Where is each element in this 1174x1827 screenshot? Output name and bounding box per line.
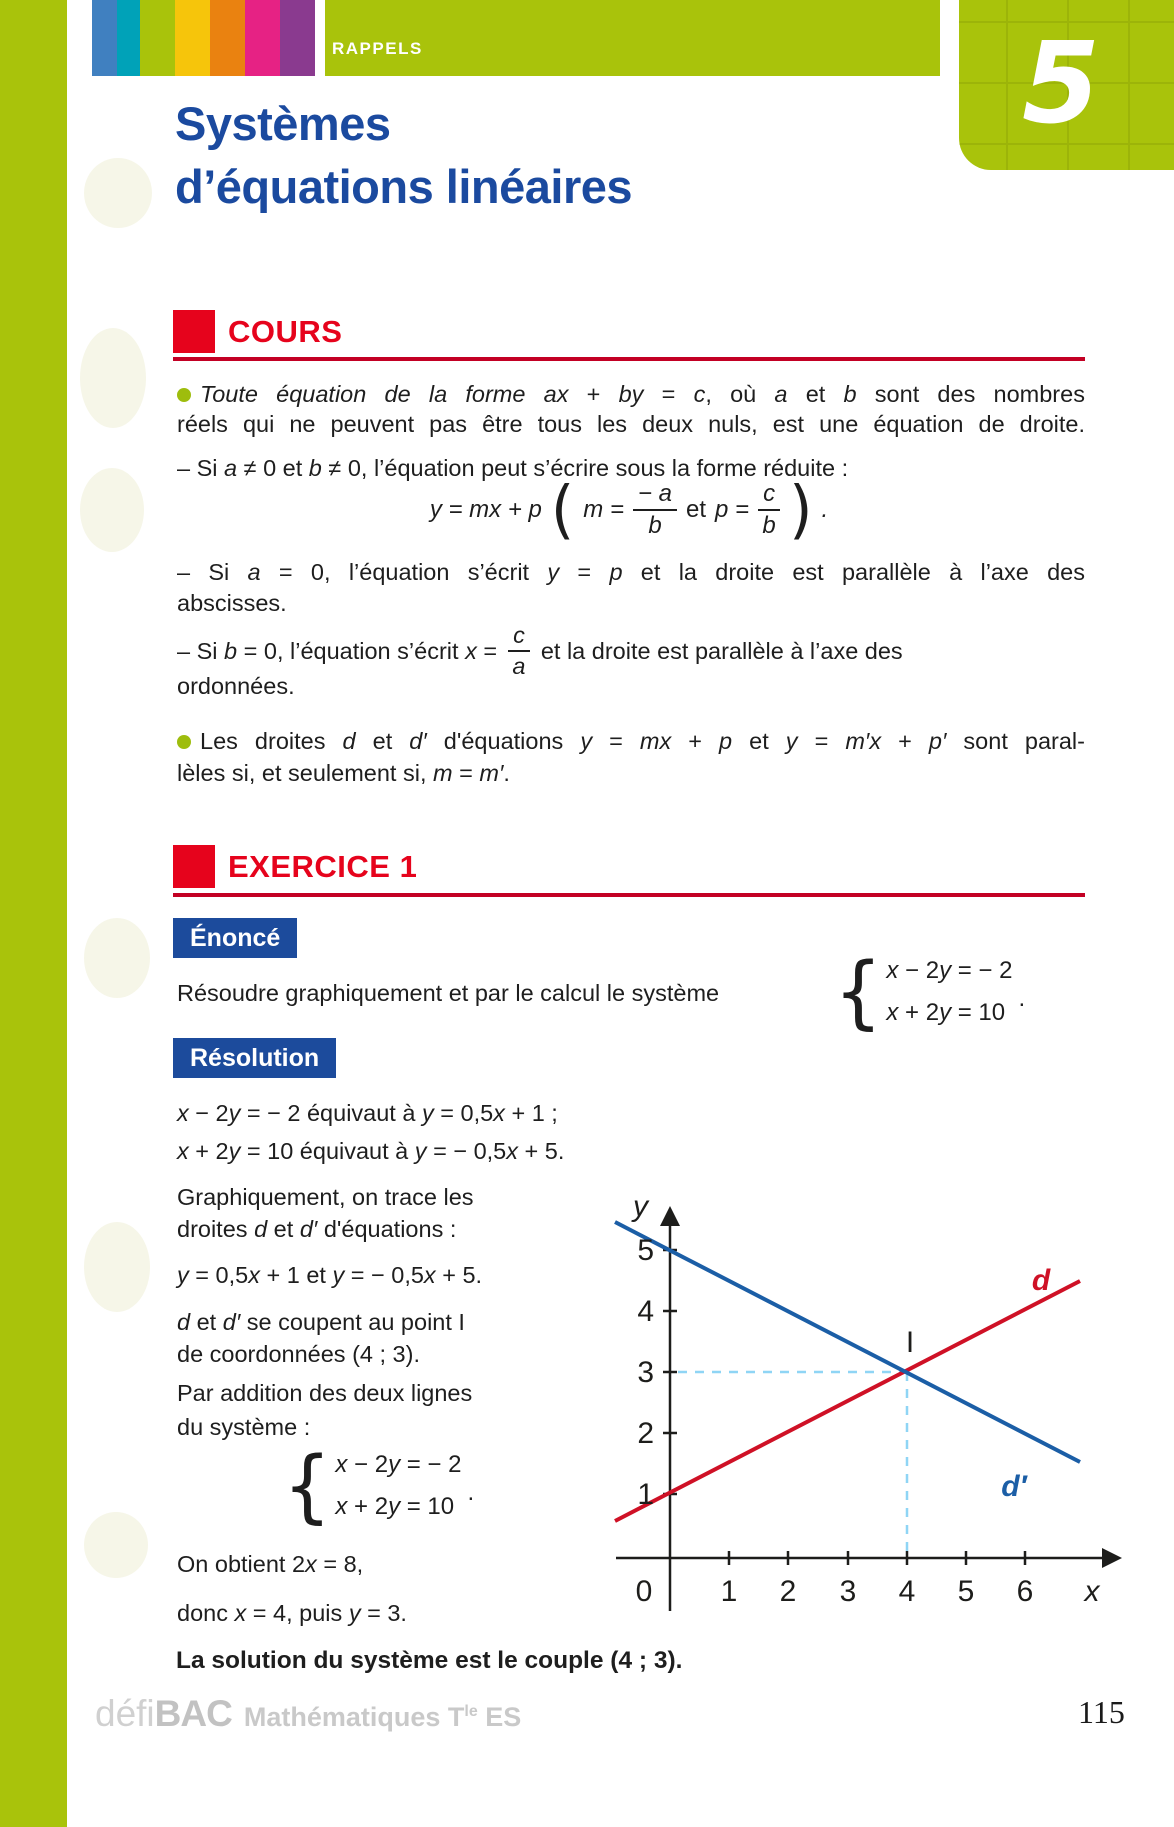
system-equation-2: x + 2y = 10	[886, 999, 1006, 1026]
x-tick-label: 6	[1016, 1575, 1034, 1608]
cours-paragraph-line: – Si a = 0, l’équation s’écrit y = p et la droite est parallèle à l’axe des	[177, 559, 1085, 585]
header-stripe-purple	[280, 0, 315, 76]
system-equation-1: x − 2y = − 2	[335, 1451, 462, 1478]
resolution-line: Par addition des deux lignes	[177, 1380, 473, 1406]
line-d-label: d	[1031, 1264, 1051, 1297]
x-tick-label: 3	[839, 1575, 857, 1608]
watermark-oval	[84, 1512, 148, 1578]
watermark-oval	[84, 918, 150, 998]
dashed-guides	[678, 1372, 907, 1552]
x-tick-label: 5	[957, 1575, 975, 1608]
cours-paragraph-line	[177, 727, 1085, 755]
open-paren: (	[550, 473, 575, 547]
green-bullet-icon	[177, 735, 191, 749]
header-stripe-teal	[117, 0, 140, 76]
page-number: 115	[1078, 1694, 1125, 1730]
watermark-oval	[80, 468, 144, 552]
system-period: .	[1018, 985, 1026, 1012]
enonce-label: Énoncé	[173, 918, 297, 958]
green-bullet-icon	[177, 388, 191, 402]
equation-lhs: y = mx + p	[429, 496, 542, 523]
footer-brand	[95, 1693, 521, 1735]
watermark-oval	[80, 328, 146, 428]
cours-paragraph-line: réels qui ne peuvent pas être tous les deux nuls, est une équation de droite.	[177, 411, 1085, 437]
x-tick-label: 2	[779, 1575, 797, 1608]
axes	[616, 1222, 1104, 1611]
x-axis-arrow	[1102, 1548, 1122, 1568]
cours-paragraph-line	[177, 380, 1085, 408]
close-paren: )	[789, 473, 813, 547]
y-tick-label: 5	[637, 1234, 654, 1267]
resolution-line: y = 0,5x + 1 et y = − 0,5x + 5.	[177, 1262, 483, 1288]
system-equation-1: x − 2y = − 2	[886, 957, 1013, 984]
system-period: .	[467, 1479, 475, 1506]
y-axis-arrow	[660, 1206, 680, 1226]
y-axis-label: y	[633, 1190, 648, 1223]
cours-heading: COURS	[228, 314, 343, 349]
page-title-line1: Systèmes	[175, 97, 391, 150]
equation-m: m =	[583, 496, 624, 523]
exercice-heading-rule	[173, 893, 1085, 897]
conclusion-line: La solution du système est le couple (4 ; 3).	[176, 1647, 683, 1674]
header-stripe-magenta	[245, 0, 280, 76]
resolution-line: droites d et d′ d'équations :	[177, 1216, 457, 1242]
cours-paragraph-line: – Si a ≠ 0 et b ≠ 0, l’équation peut s’écrire sous la forme réduite :	[177, 455, 849, 481]
cours-text: Toute équation de la forme ax + by = c, où a et b sont des nombres	[200, 381, 1085, 407]
resolution-line: d et d′ se coupent au point I	[177, 1309, 465, 1335]
header-stripe-orange	[210, 0, 245, 76]
y-tick-label: 2	[637, 1417, 654, 1450]
x-axis-label: x	[1084, 1575, 1100, 1608]
cours-paragraph-line: lèles si, et seulement si, m = m′.	[177, 760, 510, 786]
equation-period: .	[821, 496, 829, 523]
line-d-prime-label: d′	[1001, 1470, 1027, 1503]
resolution-line: Graphiquement, on trace les	[177, 1184, 474, 1210]
brand-defi: défi	[95, 1693, 155, 1734]
resolution-line: x + 2y = 10 équivaut à y = − 0,5x + 5.	[177, 1138, 565, 1164]
footer-subject: Mathématiques $T^{le}$ ES	[243, 1702, 522, 1732]
fraction-minus-a-over-b: $\frac{- a}{b}$	[633, 480, 677, 540]
cours-text: – Si b = 0, l’équation s’écrit x =	[177, 637, 498, 664]
watermark-oval	[84, 1222, 150, 1312]
cours-paragraph-line: ordonnées.	[177, 673, 295, 699]
intersection-point-label: I	[905, 1326, 915, 1359]
page-title	[175, 92, 632, 218]
reduced-form-equation	[173, 473, 1085, 547]
fraction-c-over-b: $\frac{c}{b}$	[758, 480, 780, 540]
exercice-heading-square	[173, 845, 215, 888]
cours-text: et la droite est parallèle à l’axe des	[540, 637, 903, 664]
cours-text: Les droites d et d′ d'équations y = mx + p et y = m′x + p′ sont paral-	[200, 728, 1085, 754]
header-band	[325, 0, 940, 76]
header-stripe-green	[140, 0, 175, 76]
line-d-prime	[615, 1222, 1080, 1462]
system-brace: {	[283, 1439, 332, 1532]
enonce-text: Résoudre graphiquement et par le calcul le système	[177, 980, 720, 1006]
header-stripe-yellow	[175, 0, 210, 76]
resolution-label: Résolution	[173, 1038, 336, 1078]
graph-figure	[580, 1180, 1174, 1680]
brand-bac: BAC	[154, 1693, 232, 1734]
chapter-number: 5	[1022, 19, 1100, 149]
equation-p: p =	[715, 496, 750, 523]
system-equation-2: x + 2y = 10	[335, 1493, 455, 1520]
y-tick-label: 3	[637, 1356, 654, 1389]
page-title-line2: d’équations linéaires	[175, 160, 633, 213]
x-tick-label: 1	[720, 1575, 738, 1608]
x-tick-label: 4	[898, 1575, 916, 1608]
equation-et: et	[686, 496, 707, 523]
system-brace: {	[834, 945, 883, 1038]
resolution-line: x − 2y = − 2 équivaut à y = 0,5x + 1 ;	[177, 1100, 558, 1126]
resolution-line: de coordonnées (4 ; 3).	[177, 1341, 420, 1367]
resolution-line: du système :	[177, 1414, 311, 1440]
header-tag: RAPPELS	[332, 39, 423, 58]
header-stripe-blue	[92, 0, 117, 76]
cours-heading-square	[173, 310, 215, 353]
y-tick-label: 1	[637, 1478, 654, 1511]
watermark-oval	[84, 158, 152, 228]
fraction-c-over-a: $\frac{c}{a}$	[508, 622, 530, 680]
left-margin-stripe	[0, 0, 67, 1827]
system-2	[283, 1439, 475, 1532]
exercice-heading: EXERCICE 1	[228, 849, 418, 884]
y-tick-label: 4	[637, 1295, 654, 1328]
system-1	[834, 945, 1026, 1038]
resolution-line: On obtient 2x = 8,	[177, 1551, 364, 1577]
cours-paragraph-line: abscisses.	[177, 590, 287, 616]
resolution-line: donc x = 4, puis y = 3.	[177, 1600, 407, 1626]
cours-heading-rule	[173, 357, 1085, 361]
origin-label: 0	[635, 1575, 653, 1608]
